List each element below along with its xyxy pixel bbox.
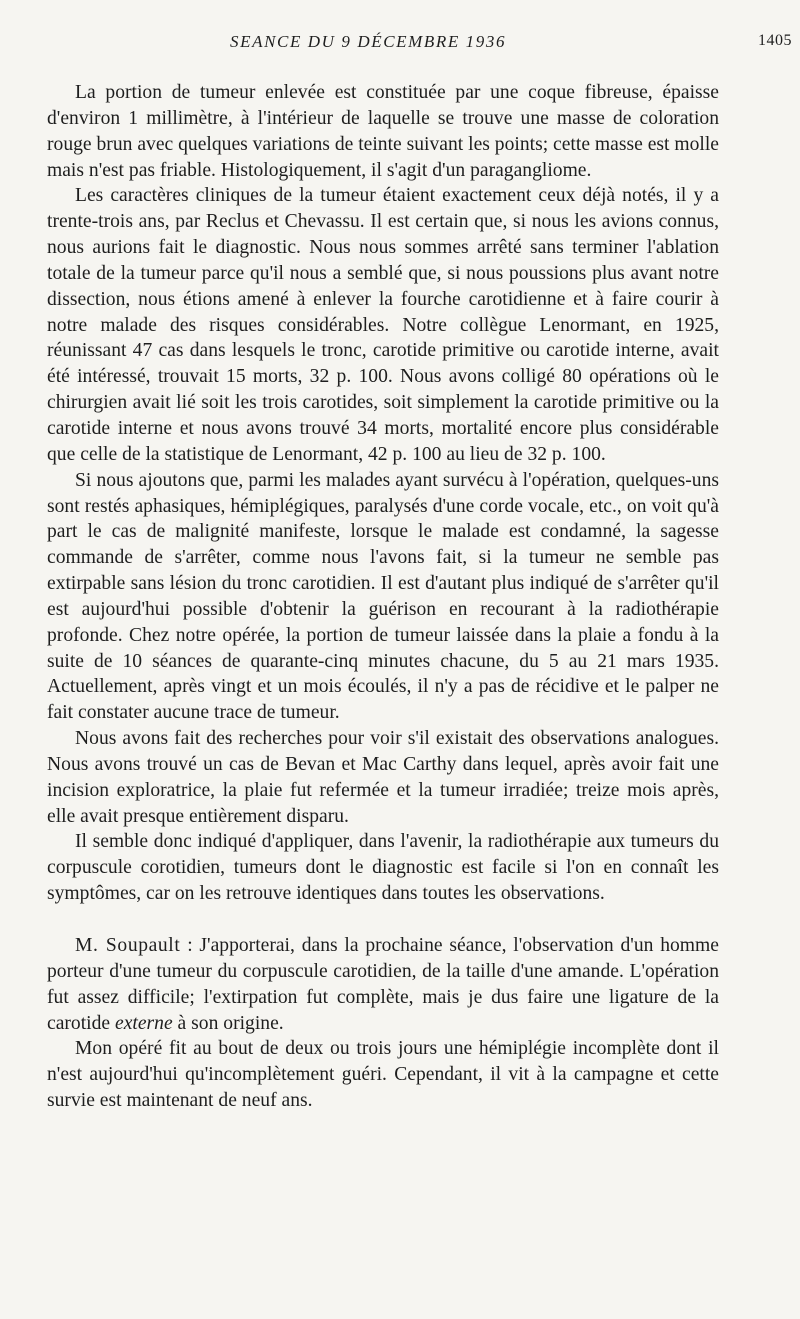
paragraph: Nous avons fait des recherches pour voir s'il existait des observations analogues. Nous avons trouvé un cas de Bevan et Mac Carthy dans lequel, après avoir fait une incision exploratrice, la plaie fut refermée et la tumeur irradiée; treize mois après, elle avait presque entièrement disparu. <box>47 728 719 827</box>
discussion-text-part: : J'apporterai, dans la prochaine séance, l'observation d'un homme porteur d'une tumeur du corpuscule carotidien, de la taille d'une amande. L'opération fut assez difficile; l'extirpation fut complète, mais je dus faire une ligature de la carotide <box>47 935 719 1034</box>
discussion-paragraph: Mon opéré fit au bout de deux ou trois jours une hémiplégie incomplète dont il n'est aujourd'hui qu'incomplètement guéri. Cependant, il vit à la campagne et cette survie est maintenant de neuf ans. <box>47 1038 719 1112</box>
page-number: 1405 <box>758 32 792 49</box>
discussion-paragraph <box>47 933 719 1036</box>
paragraph: Il semble donc indiqué d'appliquer, dans l'avenir, la radiothérapie aux tumeurs du corpuscule corotidien, tumeurs dont le diagnostic est facile si l'on en connaît les symptômes, car on les retrouve identiques dans toutes les observations. <box>47 831 719 905</box>
body-text <box>47 80 719 1114</box>
paragraph: Les caractères cliniques de la tumeur étaient exactement ceux déjà notés, il y a trente-trois ans, par Reclus et Chevassu. Il est certain que, si nous les avions connus, nous aurions fait le diagnostic. Nous nous sommes arrêté sans terminer l'ablation totale de la tumeur parce qu'il nous a semblé que, si nous poussions plus avant notre dissection, nous étions amené à enlever la fourche carotidienne et à faire courir à notre malade des risques considérables. Notre collègue Lenormant, en 1925, réunissant 47 cas dans lesquels le tronc, carotide primitive ou carotide interne, avait été intéressé, trouvait 15 morts, 32 p. 100. Nous avons colligé 80 opérations où le chirurgien avait lié soit les trois carotides, soit simplement la carotide primitive ou la carotide interne et nous avons trouvé 34 morts, mortalité encore plus considérable que celle de la statistique de Lenormant, 42 p. 100 au lieu de 32 p. 100. <box>47 185 719 465</box>
paragraph: Si nous ajoutons que, parmi les malades ayant survécu à l'opération, quelques-uns sont restés aphasiques, hémiplégiques, paralysés d'une corde vocale, etc., on voit qu'à part le cas de malignité manifeste, lorsque le malade est condamné, la sagesse commande de s'arrêter, comme nous l'avons fait, si la tumeur ne semble pas extirpable sans lésion du tronc carotidien. Il est d'autant plus indiqué de s'arrêter qu'il est aujourd'hui possible d'obtenir la guérison en recourant à la radiothérapie profonde. Chez notre opérée, la portion de tumeur laissée dans la plaie a fondu à la suite de 10 séances de quarante-cinq minutes chacune, du 5 au 21 mars 1935. Actuellement, après vingt et un mois écoulés, il n'y a pas de récidive et le palper ne fait constater aucune trace de tumeur. <box>47 469 719 724</box>
italic-term: externe <box>115 1012 173 1034</box>
running-header <box>0 32 800 56</box>
running-title: SEANCE DU 9 DÉCEMBRE 1936 <box>230 32 507 51</box>
discussion-text-part: à son origine. <box>172 1012 284 1034</box>
speaker-name: M. Soupault <box>75 935 181 956</box>
paragraph: La portion de tumeur enlevée est constituée par une coque fibreuse, épaisse d'environ 1 millimètre, à l'intérieur de laquelle se trouve une masse de coloration rouge brun avec quelques variations de teinte suivant les points; cette masse est molle mais n'est pas friable. Histologiquement, il s'agit d'un paragangliome. <box>47 82 719 181</box>
